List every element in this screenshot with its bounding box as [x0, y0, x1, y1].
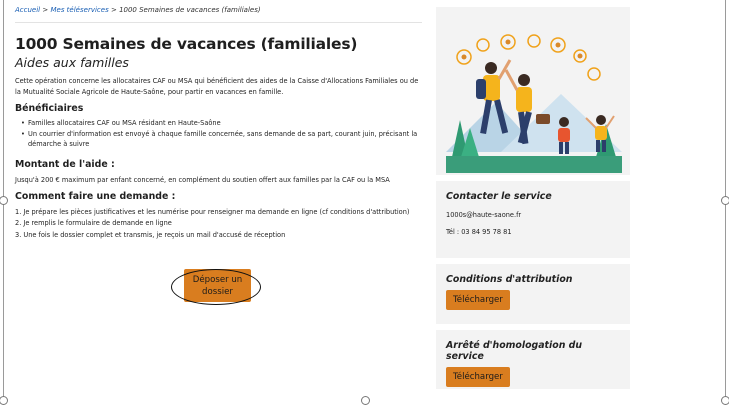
intro-text: Cette opération concerne les allocataires CAF ou MSA qui bénéficient des aides de la Caisse d'Allocations Familiales ou de la Mutualité Sociale Agricole de Haute-Saône, pour partir en vacances en famille. — [15, 77, 419, 96]
breadcrumb-current: 1000 Semaines de vacances (familiales) — [119, 6, 261, 14]
montant-heading: Montant de l'aide : — [15, 158, 115, 170]
breadcrumb-services-link[interactable]: Mes téléservices — [50, 6, 109, 14]
list-item: • Un courrier d'information est envoyé à chaque famille concernée, sans demande de sa part, courant juin, précisant la démarche à suivre — [22, 129, 422, 150]
beneficiaires-list — [15, 118, 422, 150]
breadcrumb — [15, 6, 422, 14]
page-title: 1000 Semaines de vacances (familiales) — [15, 35, 358, 53]
deposer-dossier-button[interactable]: Déposer un dossier — [184, 269, 251, 302]
arrete-card — [436, 330, 630, 389]
resize-handle[interactable] — [0, 196, 8, 205]
breadcrumb-separator: > — [110, 6, 117, 14]
resize-handle[interactable] — [721, 396, 729, 405]
list-item: 1. Je prépare les pièces justificatives et les numérise pour renseigner ma demande en ligne (cf conditions d'attribution) — [15, 207, 410, 216]
beneficiaires-heading: Bénéficiaires — [15, 103, 84, 114]
submit-area — [171, 269, 263, 307]
resize-handle[interactable] — [721, 196, 729, 205]
contact-email[interactable]: 1000s@haute-saone.fr — [446, 211, 522, 219]
arrete-heading: Arrêté d'homologation du service — [446, 340, 583, 362]
list-item: • Familles allocataires CAF ou MSA résidant en Haute-Saône — [22, 118, 422, 129]
contact-card — [436, 181, 630, 258]
contact-phone: Tél : 03 84 95 78 81 — [446, 228, 512, 236]
download-arrete-button[interactable]: Télécharger — [446, 367, 510, 387]
conditions-card — [436, 264, 630, 324]
montant-text: Jusqu'à 200 € maximum par enfant concerné, en complément du soutien offert aux familles par la CAF ou la MSA — [15, 175, 390, 184]
main-content — [15, 6, 422, 242]
resize-handle[interactable] — [361, 396, 370, 405]
annotation-ellipse — [171, 269, 261, 305]
sidebar — [436, 7, 630, 389]
demande-steps — [15, 207, 422, 242]
illustration-card — [436, 7, 630, 175]
list-item: 2. Je remplis le formulaire de demande en ligne — [15, 219, 172, 228]
conditions-heading: Conditions d'attribution — [446, 274, 573, 285]
breadcrumb-home-link[interactable]: Accueil — [15, 6, 41, 14]
divider — [15, 22, 422, 23]
demande-heading: Comment faire une demande : — [15, 190, 176, 202]
download-conditions-button[interactable]: Télécharger — [446, 290, 510, 310]
contact-heading: Contacter le service — [446, 191, 552, 202]
list-item: 3. Une fois le dossier complet et transmis, je reçois un mail d'accusé de réception — [15, 231, 286, 240]
page-subtitle: Aides aux familles — [15, 55, 129, 70]
resize-handle[interactable] — [0, 396, 8, 405]
family-hiking-illustration — [446, 32, 622, 173]
breadcrumb-separator: > — [42, 6, 49, 14]
